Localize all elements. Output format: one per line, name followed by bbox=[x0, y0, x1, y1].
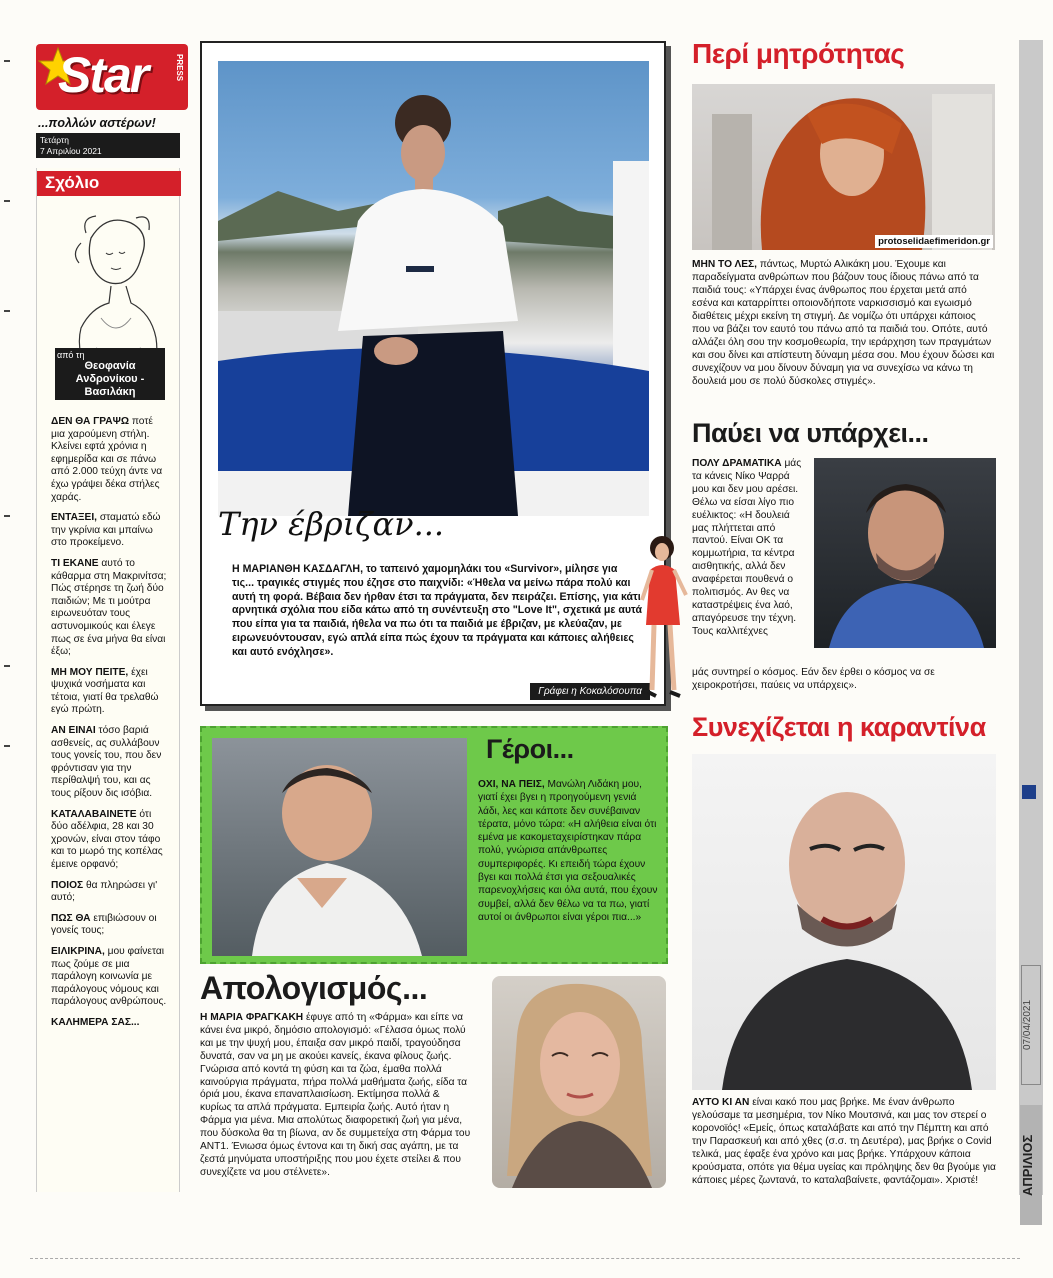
column-paragraph-lead: ΕΙΛΙΚΡΙΝΑ, bbox=[51, 945, 105, 957]
column-paragraph-text: σταματώ εδώ την γκρίνια και μπαίνω στο προκείμενο. bbox=[51, 512, 161, 549]
bald-man-portrait bbox=[692, 754, 996, 1090]
margin-tick bbox=[4, 515, 10, 517]
redhead-portrait bbox=[692, 84, 995, 250]
geroi-lead: ΟΧΙ, ΝΑ ΠΕΙΣ, bbox=[478, 779, 545, 790]
column-paragraph-lead: ΕΝΤΑΞΕΙ, bbox=[51, 512, 97, 524]
geroi-box bbox=[200, 726, 668, 964]
karantina-photo bbox=[692, 754, 996, 1090]
geroi-title: Γέροι... bbox=[486, 734, 574, 764]
column-paragraph-text: μου φαίνεται πως ζούμε σε μια παράλογη κοινωνία με παράλογους νόμους και παράλογους ανθρώπους. bbox=[51, 945, 167, 1008]
margin-tick bbox=[4, 60, 10, 62]
margin-tick bbox=[4, 310, 10, 312]
column-heading: Σχόλιο bbox=[37, 171, 181, 196]
column-box bbox=[36, 168, 180, 1192]
mitrotita-body: πάντως, Μυρτώ Αλικάκη μου. Έχουμε και παραδείγματα ανθρώπων που βάζουν τους ίδιους πάνω από τα παιδιά τους: «Υπάρχει ένας άνθρωπος που έρχεται μετά από εσένα και καταρρίπτει οποιονδήποτε ναρκισσισμό και εγωισμό διαθέτεις μέχρι εκείνη τη στιγμή. Δε νομίζω ότι υπάρχει κάποιος που να βάζει τον εαυτό του πάνω από τα παιδιά του. Οπότε, αυτό αλλάζει όλη σου την κοσμοθεωρία, την ιεράρχηση των πραγμάτων και σου δίνει και απίστευτη δύναμη μέσα σου. Μου έχουν δώσει και συνεχίζουν να μου δίνουν δύναμη για να συνεχίσω να κάνω τη δουλειά μου σε πολύ δύσκολες στιγμές». bbox=[692, 259, 995, 387]
column-paragraph-lead: ΠΩΣ ΘΑ bbox=[51, 912, 91, 924]
pavei-lead: ΠΟΛΥ ΔΡΑΜΑΤΙΚΑ bbox=[692, 458, 782, 469]
column-paragraph-text: έχει ψυχικά νοσήματα και τέτοια, γιατί θα τρελαθώ εγώ πρώτη. bbox=[51, 666, 159, 716]
column-paragraph bbox=[51, 725, 169, 801]
pavei-text-wide: μάς συντηρεί ο κόσμος. Εάν δεν έρθει ο κόσμος να σε χειροκροτήσει, παύεις να υπάρχεις». bbox=[692, 667, 935, 691]
masthead-logo: Star PRESS bbox=[36, 44, 188, 110]
feature-frame bbox=[200, 41, 666, 706]
column-paragraph-text: θα πληρώσει γι' αυτό; bbox=[51, 879, 158, 904]
feature-photo bbox=[218, 61, 649, 516]
column-paragraph bbox=[51, 913, 169, 938]
pavei-body: μάς τα κάνεις Νίκο Ψαρρά μου και δεν μου αρέσει. Θέλω να είσαι λίγο πιο ευέλικτος: «Η δουλειά μας πλήττεται από παντού. Είναι ΟΚ τα κομμωτήρια, τα κέντρα αισθητικής, αλλά δεν αναφέρεται πουθενά ο πολιτισμός. Αν θες να καταστρέψεις ένα λαό, απαγόρευσε την τέχνη. Τους καλλιτέχνες bbox=[692, 458, 802, 637]
apologismos-photo bbox=[492, 976, 666, 1188]
column-paragraph-text: ότι δύο αδέλφια, 28 και 30 χρονών, είναι στον τάφο και το μωρό της κοπέλας έμεινε ορφανό; bbox=[51, 808, 163, 870]
column-text bbox=[51, 416, 169, 1038]
feature-text bbox=[232, 563, 642, 660]
margin-tick bbox=[4, 745, 10, 747]
date-day: Τετάρτη bbox=[40, 135, 69, 145]
pavei-photo bbox=[814, 458, 996, 648]
column-paragraph bbox=[51, 558, 169, 659]
mitrotita-text bbox=[692, 258, 996, 388]
column-paragraph bbox=[51, 1017, 169, 1030]
pavei-title: Παύει να υπάρχει... bbox=[692, 418, 929, 448]
mitrotita-photo bbox=[692, 84, 995, 250]
column-paragraph bbox=[51, 667, 169, 717]
karantina-title: Συνεχίζεται η καραντίνα bbox=[692, 712, 986, 742]
apologismos-lead: Η ΜΑΡΙΑ ΦΡΑΓΚΑΚΗ bbox=[200, 1012, 304, 1023]
column-paragraph bbox=[51, 809, 169, 872]
karantina-lead: ΑΥΤΟ ΚΙ ΑΝ bbox=[692, 1097, 750, 1108]
column-paragraph-lead: ΤΙ ΕΚΑΝΕ bbox=[51, 557, 99, 569]
feature-body: το ταπεινό χαμομηλάκι του «Survivor», μίλησε για τις... τραγικές στιγμές που έζησε στο παιχνίδι: «Ήθελα να μείνω πάρα πολύ και αυτή τη φορά. Βέβαια δεν ήρθαν έτσι τα πράγματα, δεν πειράζει. Επίσης, για κάτι αρνητικά σχόλια που είδα κάτω από τη συνέντευξη στο "Love It", σχετικά με αυτά που είπα για τα παιδιά, ήθελα να πω ότι τα παιδιά με έβριζαν, με κλεύαζαν, με ειρωνευόντουσαν, εγώ απλά είπα πώς έχουν τα πράγματα και κάποιες αλήθειες και αυτό ενόχλησε». bbox=[232, 563, 642, 658]
column-paragraph-lead: ΑΝ ΕΙΝΑΙ bbox=[51, 725, 96, 737]
cartoon-girl-illustration bbox=[640, 530, 690, 715]
date-box bbox=[36, 133, 180, 158]
column-paragraph-text: αυτό το κάθαρμα στη Μακρινίτσα; Πώς στέρησε τη ζωή δύο παιδιών; Με τι μούτρα ειρωνευόταν τους αστυνομικούς και έλεγε πως σε ένα μήνα θα είναι έξω; bbox=[51, 557, 167, 658]
column-paragraph-lead: ΜΗ ΜΟΥ ΠΕΙΤΕ, bbox=[51, 666, 129, 678]
man-beard-portrait bbox=[814, 458, 996, 648]
column-paragraph-lead: ΚΑΛΗΜΕΡΑ ΣΑΣ... bbox=[51, 1016, 140, 1028]
margin-tick bbox=[4, 200, 10, 202]
apologismos-text bbox=[200, 1012, 472, 1180]
side-strip bbox=[1019, 40, 1043, 1195]
column-paragraph-text: ποτέ μια χαρούμενη στήλη. Κλείνει εφτά χρόνια η εφημερίδα και σε πάνω από 2.000 τεύχη άντε να έχω γράψει δέκα στήλες χαράς. bbox=[51, 416, 163, 503]
column-paragraph bbox=[51, 416, 169, 504]
date-text: 7 Απριλίου 2021 bbox=[40, 145, 102, 156]
bottom-rule bbox=[30, 1258, 1020, 1259]
apologismos-title: Απολογισμός... bbox=[200, 970, 428, 1006]
handwritten-title: Την έβριζαν... bbox=[218, 505, 445, 543]
column-paragraph-text: τόσο βαριά ασθενείς, ας συλλάβουν τους γονείς του, που δεν φρόντισαν για την περίθαλψή του, και ας τους ρίξουν δις ισόβια. bbox=[51, 725, 162, 800]
man-portrait bbox=[212, 738, 467, 956]
geroi-body: Μανώλη Λιδάκη μου, γιατί έχει βγει η προηγούμενη γενιά λάδι, λες και κάποτε δεν συνέβαιναν τέρατα, μόνο τώρα: «Η αλήθεια είναι ότι εμένα με κακομεταχειρίστηκαν πάρα πολύ, γνώρισα απάνθρωπες συμπεριφορές. Κι επειδή τώρα έχουν βγει και πολλά έτσι για σεξουαλικές παρενοχλήσεις και όλα αυτά, που έχουν συμβεί, αλλά δεν θέλω να τα πω, γιατί αυτοί οι άνθρωποι είναι γέροι πια...» bbox=[478, 779, 658, 923]
column-paragraph bbox=[51, 946, 169, 1009]
feature-lead: Η ΜΑΡΙΑΝΘΗ ΚΑΣΔΑΓΛΗ, bbox=[232, 563, 364, 575]
author-box bbox=[55, 348, 165, 400]
author-prefix: από τη bbox=[57, 350, 85, 360]
pavei-text-narrow bbox=[692, 458, 808, 639]
geroi-photo bbox=[212, 738, 467, 956]
feature-byline: Γράφει η Κοκαλόσουπα bbox=[530, 683, 650, 700]
karantina-body: είναι κακό που μας βρήκε. Με έναν άνθρωπο γελούσαμε τα μεσημέρια, τον Νίκο Μουτσινά, και μας τον στερεί ο κορονοϊός! «Εμείς, όπως καταλάβατε και από την Πέμπτη και από την Παρασκευή και από χθες (σ.σ. τη Δευτέρα), μας βρήκε ο Covid τελικά, μας έφαξε ένα χρόνο και μας βρήκε. Υπάρχουν κάποια κρούσματα, οπότε για θέμα υγείας και πρόληψης δεν θα βγούμε για κάποιες μέρες ζωντανά, το καταλαβαίνετε, φαντάζομαι». Χριστέ! bbox=[692, 1097, 996, 1186]
apologismos-body: έφυγε από τη «Φάρμα» και είπε να κάνει ένα μικρό, δημόσιο απολογισμό: «Γέλασα όμως πολύ και με την ψυχή μου, έπαιξα σαν μικρό παιδί, τραγούδησα δυνατά, σαν να μη με ακούει κανείς, έκανα φίλους ζωής. Γνώρισα από κοντά τη φύση και τα ζώα, έμαθα πολλά καινούργια πράγματα, πήρα πολλά μαθήματα ζωής, είδα τα όριά μου, έκανα επαναπλαισίωση. Εκτίμησα πολλά & κυρίως τα απλά πράγματα. Εμπειρία ζωής. Αυτό ήταν η Φάρμα για μένα. Μια απολύτως διαφορετική ζωή για μένα, που δύσκολα θα τη βίωνα, αν δε συμμετείχα στη Φάρμα του ΑΝΤ1. Ένιωσα όμως έντονα και τη δική σας αγάπη, με τα ζεστά μηνύματα υποστήριξης που μου έχετε στείλει & που συνεχίζετε να μου στέλνετε». bbox=[200, 1012, 471, 1178]
tagline: ...πολλών αστέρων! bbox=[38, 116, 156, 130]
karantina-text bbox=[692, 1096, 998, 1187]
geroi-text bbox=[478, 778, 660, 924]
woman-portrait bbox=[492, 976, 666, 1188]
side-date: 07/04/2021 bbox=[1021, 965, 1041, 1085]
side-marker bbox=[1022, 785, 1036, 799]
column-paragraph-lead: ΠΟΙΟΣ bbox=[51, 879, 84, 891]
column-paragraph-text: επιβιώσουν οι γονείς τους; bbox=[51, 912, 157, 937]
author-name: Θεοφανία Ανδρονίκου - Βασιλάκη bbox=[75, 360, 145, 398]
officer-figure bbox=[218, 61, 649, 516]
column-paragraph bbox=[51, 880, 169, 905]
mitrotita-title: Περί μητρότητας bbox=[692, 38, 905, 69]
watermark: protoselidaefimeridon.gr bbox=[875, 235, 993, 248]
mitrotita-lead: ΜΗΝ ΤΟ ΛΕΣ, bbox=[692, 259, 757, 270]
margin-tick bbox=[4, 665, 10, 667]
column-paragraph bbox=[51, 512, 169, 550]
column-paragraph-lead: ΚΑΤΑΛΑΒΑΙΝΕΤΕ bbox=[51, 808, 137, 820]
side-month: ΑΠΡΙΛΙΟΣ bbox=[1020, 1105, 1042, 1225]
column-paragraph-lead: ΔΕΝ ΘΑ ΓΡΑΨΩ bbox=[51, 416, 130, 427]
